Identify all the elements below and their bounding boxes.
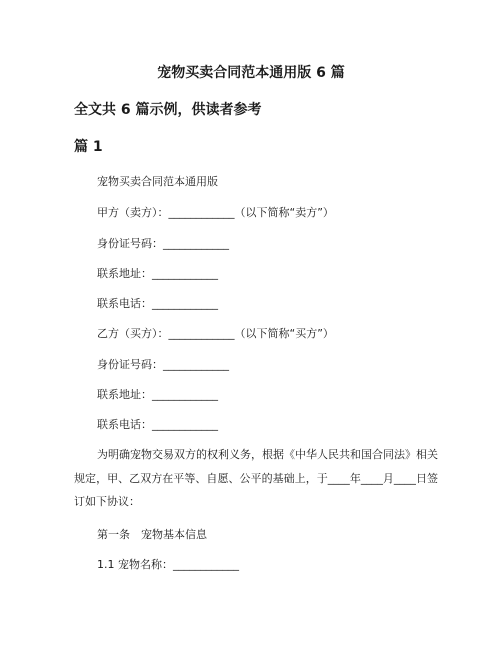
preamble-paragraph: 为明确宠物交易双方的权利义务，根据《中华人民共和国合同法》相关规定，甲、乙双方在平等、自愿、公平的基础上，于____年____月____日签订如下协议： xyxy=(74,448,438,508)
article-heading: 第一条 宠物基本信息 xyxy=(97,528,207,541)
party-a-phone-line: 联系电话：____________ xyxy=(97,297,218,310)
party-a-address-line: 联系地址：____________ xyxy=(97,267,218,280)
contract-name-line: 宠物买卖合同范本通用版 xyxy=(97,175,218,188)
document-subtitle: 全文共 6 篇示例，供读者参考 xyxy=(74,102,262,118)
party-a-id-line: 身份证号码：____________ xyxy=(97,237,229,250)
section-heading: 篇 1 xyxy=(74,139,103,155)
party-b-phone-line: 联系电话：____________ xyxy=(97,418,218,431)
party-b-line: 乙方（买方）：____________（以下简称“买方”） xyxy=(97,327,334,340)
party-a-line: 甲方（卖方）：____________（以下简称“卖方”） xyxy=(97,206,334,219)
party-b-address-line: 联系地址：____________ xyxy=(97,388,218,401)
party-b-id-line: 身份证号码：____________ xyxy=(97,358,229,371)
document-title: 宠物买卖合同范本通用版 6 篇 xyxy=(157,65,345,81)
article-item: 1.1 宠物名称：____________ xyxy=(97,558,239,571)
